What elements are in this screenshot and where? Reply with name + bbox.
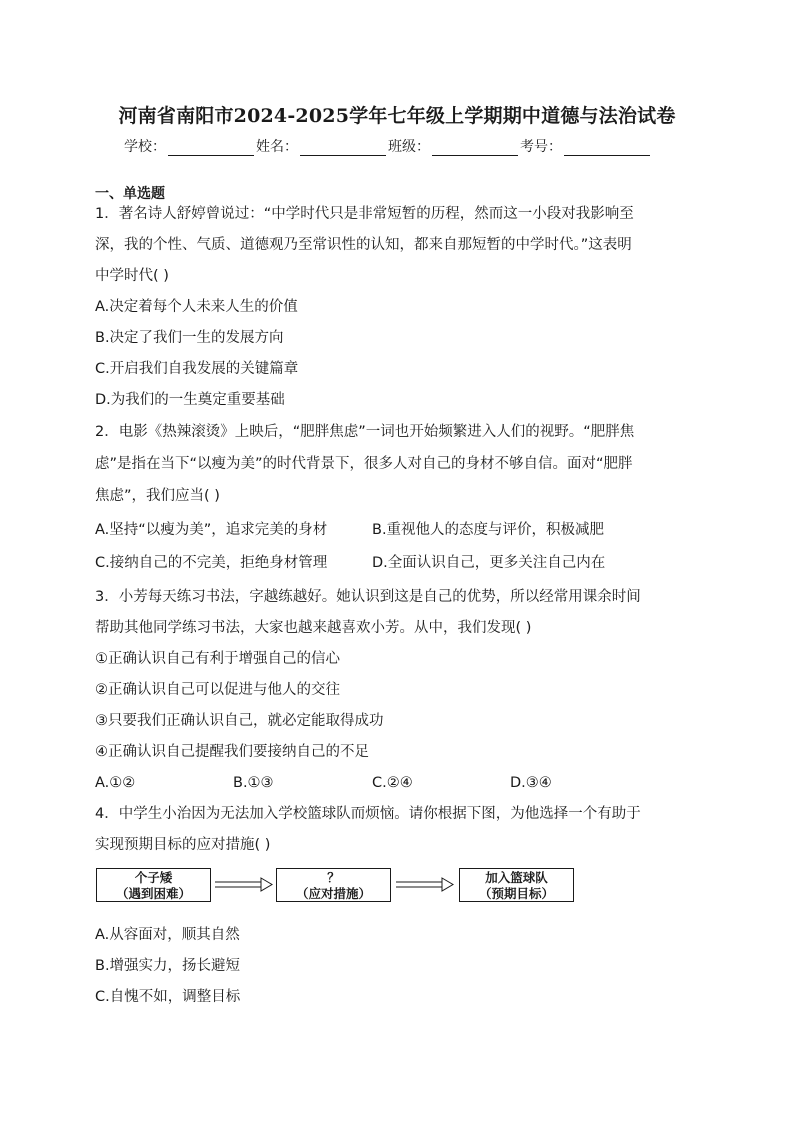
q3-option-d: D.③④ — [510, 775, 552, 791]
flow-box-difficulty — [96, 868, 211, 902]
q4-option-b: B.增强实力，扬长避短 — [95, 958, 241, 974]
q2-stem-line: 虑”是指在当下“以瘦为美”的时代背景下，很多人对自己的身材不够自信。面对“肥胖 — [95, 456, 633, 472]
q3-item-1: ①正确认识自己有利于增强自己的信心 — [95, 651, 340, 667]
class-label: 班级： — [388, 139, 430, 155]
q3-option-c: C.②④ — [372, 775, 413, 791]
flow-box-measure — [276, 868, 391, 902]
number-label: 考号： — [520, 139, 562, 155]
school-field — [124, 136, 256, 156]
q1-option-b: B.决定了我们一生的发展方向 — [95, 330, 284, 346]
q2-option-a: A.坚持“以瘦为美”，追求完美的身材 — [95, 522, 328, 538]
q2-option-d: D.全面认识自己，更多关注自己内在 — [372, 555, 606, 571]
class-blank — [432, 141, 518, 156]
q3-option-a: A.①② — [95, 775, 136, 791]
school-blank — [168, 141, 254, 156]
flow-box-title: ？ — [327, 870, 340, 885]
q2-stem-line: 2．电影《热辣滚烫》上映后，“肥胖焦虑”一词也开始频繁进入人们的视野。“肥胖焦 — [95, 424, 635, 440]
q3-item-3: ③只要我们正确认识自己，就必定能取得成功 — [95, 713, 384, 729]
number-blank — [564, 141, 650, 156]
q1-stem-line: 中学时代( ) — [95, 268, 169, 284]
q3-stem-line: 3．小芳每天练习书法，字越练越好。她认识到这是自己的优势，所以经常用课余时间 — [95, 589, 641, 605]
student-info-row — [124, 136, 652, 156]
q4-stem-line: 实现预期目标的应对措施( ) — [95, 837, 271, 853]
arrow-right-icon — [395, 877, 455, 893]
q3-item-2: ②正确认识自己可以促进与他人的交往 — [95, 682, 340, 698]
name-label: 姓名： — [256, 139, 298, 155]
q2-option-b: B.重视他人的态度与评价，积极减肥 — [372, 522, 605, 538]
q2-option-c: C.接纳自己的不完美，拒绝身材管理 — [95, 555, 328, 571]
flow-box-subtitle: （遇到困难） — [115, 886, 191, 901]
flow-box-title: 加入篮球队 — [485, 870, 548, 885]
q2-stem-line: 焦虑”，我们应当( ) — [95, 488, 220, 504]
q4-option-a: A.从容面对，顺其自然 — [95, 927, 240, 943]
q1-stem-line: 深，我的个性、气质、道德观乃至常识性的认知，都来自那短暂的中学时代。”这表明 — [95, 237, 632, 253]
q4-option-c: C.自愧不如，调整目标 — [95, 989, 241, 1005]
q3-option-b: B.①③ — [233, 775, 274, 791]
q1-option-a: A.决定着每个人未来人生的价值 — [95, 299, 298, 315]
flow-box-subtitle: （应对措施） — [295, 886, 371, 901]
name-blank — [300, 141, 386, 156]
class-field — [388, 136, 520, 156]
page-title: 河南省南阳市2024-2025学年七年级上学期期中道德与法治试卷 — [118, 105, 676, 127]
name-field — [256, 136, 388, 156]
flow-box-goal — [459, 868, 574, 902]
arrow-right-icon — [214, 877, 274, 893]
q1-option-d: D.为我们的一生奠定重要基础 — [95, 392, 285, 408]
number-field — [520, 136, 652, 156]
section-heading: 一、单选题 — [95, 186, 165, 202]
flow-box-subtitle: （预期目标） — [478, 886, 554, 901]
q4-stem-line: 4．中学生小治因为无法加入学校篮球队而烦恼。请你根据下图，为他选择一个有助于 — [95, 806, 641, 822]
school-label: 学校： — [124, 139, 166, 155]
flow-diagram — [96, 868, 576, 906]
q3-item-4: ④正确认识自己提醒我们要接纳自己的不足 — [95, 744, 369, 760]
q1-stem-line: 1．著名诗人舒婷曾说过：“中学时代只是非常短暂的历程，然而这一小段对我影响至 — [95, 206, 634, 222]
q3-stem-line: 帮助其他同学练习书法，大家也越来越喜欢小芳。从中，我们发现( ) — [95, 620, 532, 636]
flow-box-title: 个子矮 — [134, 870, 173, 885]
q1-option-c: C.开启我们自我发展的关键篇章 — [95, 361, 299, 377]
